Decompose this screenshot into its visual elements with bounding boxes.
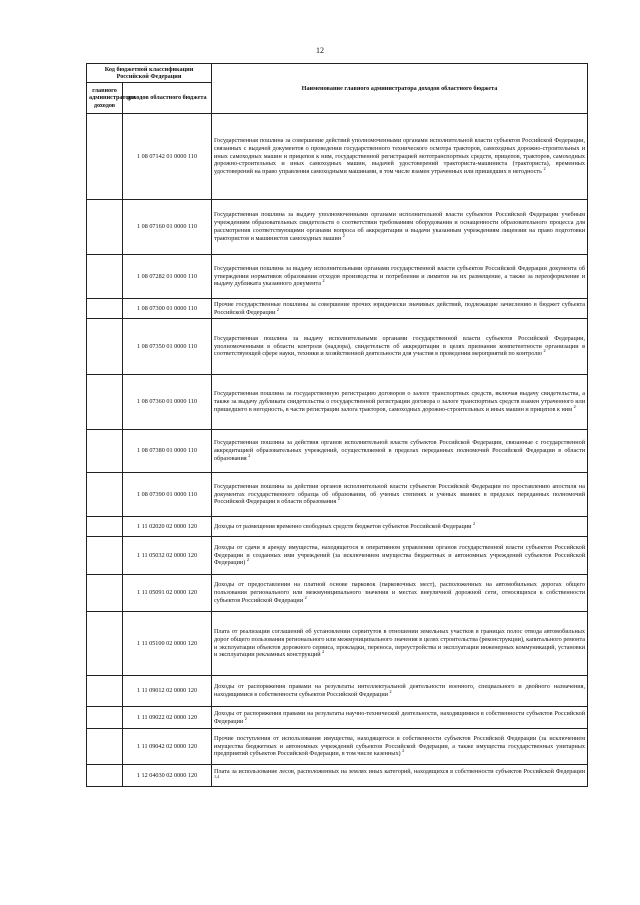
admin-code-cell xyxy=(87,765,123,787)
revenue-name-text: Плата от реализации соглашений об установлении сервитутов в отношении земельных участков в границах полос отвода автомобильных дорог общего пользования регионального или межмуниципального значения в целях строительства (реконструкции), капитального ремонта и эксплуатации объектов дорожного сервиса, прокладки, переноса, переустройства и эксплуатации инженерных коммуникаций, установки и эксплуатации рекламных конструкций xyxy=(214,627,586,659)
footnote-marker: 1,4 xyxy=(214,773,220,779)
revenue-code-cell: 1 11 02020 02 0000 120 xyxy=(123,517,212,537)
revenue-name-cell xyxy=(212,729,588,765)
revenue-code-cell: 1 11 05032 02 0000 120 xyxy=(123,537,212,575)
revenue-name-cell xyxy=(212,707,588,729)
admin-code-cell xyxy=(87,707,123,729)
revenue-name-cell xyxy=(212,200,588,255)
revenue-code-cell: 1 08 07282 01 0000 110 xyxy=(123,255,212,299)
footnote-marker: 2 xyxy=(304,594,307,600)
revenue-name-text: Доходы от предоставления на платной основе парковок (парковочных мест), расположенных на автомобильных дорогах общего пользования регионального или межмуниципального значения и местах внеуличной дорожной сети, относящихся к собственности субъектов Российской Федерации xyxy=(214,581,586,604)
footnote-marker: 2 xyxy=(244,715,247,721)
revenue-code-cell: 1 11 09012 02 0000 120 xyxy=(123,676,212,707)
revenue-name-text: Государственная пошлина за действия органов исполнительной власти субъектов Российской Федерации по проставлению апостиля на документах государственного образца об образовании, об ученых степенях и ученых званиях в пределах переданных полномочий Российской Федерации в области образования xyxy=(214,482,586,506)
admin-code-cell xyxy=(87,729,123,765)
table-row xyxy=(87,729,588,765)
page-number: 12 xyxy=(316,46,324,55)
revenue-name-cell xyxy=(212,375,588,430)
admin-code-cell xyxy=(87,255,123,299)
revenue-code-cell: 1 08 07160 01 0000 110 xyxy=(123,200,212,255)
revenue-code-cell: 1 08 07390 01 0000 110 xyxy=(123,473,212,517)
revenue-name-text: Государственная пошлина за выдачу уполномоченными органами исполнительной власти субъектов Российской Федерации учебным учреждениям образовательных свидетельств о соответствии требованиям оборудования и оснащенности образовательного процесса для рассмотрения соответствующими органами вопроса об аккредитации и выдачи указанным учреждениям лицензии на право подготовки трактористов и машинистов самоходных машин xyxy=(214,211,586,242)
footnote-marker: 2 xyxy=(543,348,546,354)
revenue-name-text: Доходы от сдачи в аренду имущества, находящегося в оперативном управлении органов государственной власти субъектов Российской Федерации и созданных ими учреждений (за исключением имущества бюджетных и автономных учреждений субъектов Российской Федерации) xyxy=(214,543,586,567)
revenue-name-text: Государственная пошлина за выдачу исполнительными органами государственной власти субъектов Российской Федерации, уполномоченными в области контроля (надзора), свидетельств об аккредитации в целях признания компетентности организации в соответствующей сфере науки, техники и хозяйственной деятельности для участия в проведении мероприятий по контролю xyxy=(214,334,586,358)
revenue-name-cell xyxy=(212,430,588,473)
revenue-name-cell xyxy=(212,517,588,537)
revenue-name-cell xyxy=(212,676,588,707)
revenue-table xyxy=(86,63,588,787)
footnote-marker: 2 xyxy=(322,649,325,655)
admin-code-cell xyxy=(87,375,123,430)
revenue-name-cell xyxy=(212,537,588,575)
revenue-name-cell xyxy=(212,473,588,517)
revenue-code-cell: 1 11 09042 02 0000 120 xyxy=(123,729,212,765)
revenue-name-text: Государственная пошлина за государственную регистрацию договоров о залоге транспортных средств, включая выдачу свидетельства, а также за выдачу дубликата свидетельства о государственной регистрации договора о залоге транспортных средств взамен утраченного или пришедшего в негодность, в части регистрации залога тракторов, самоходных дорожно-строительных и иных машин и прицепов к ним xyxy=(214,390,586,413)
footnote-marker: 2 xyxy=(342,232,345,238)
footnote-marker: 2 xyxy=(322,278,325,284)
revenue-code-cell: 1 08 07300 01 0000 110 xyxy=(123,299,212,319)
footnote-marker: 2 xyxy=(276,306,279,312)
revenue-code-cell: 1 08 07142 01 0000 110 xyxy=(123,114,212,200)
footnote-marker: 2 xyxy=(246,557,249,563)
admin-code-cell xyxy=(87,537,123,575)
revenue-name-text: Государственная пошлина за совершение действий уполномоченными органами исполнительной власти субъектов Российской Федерации, связанных с выдачей документов о проведении государственного технического осмотра тракторов, самоходных дорожно-строительных и иных самоходных машин и прицепов к ним, государственной регистрацией мототранспортных средств, прицепов, тракторов, самоходных дорожно-строительных и иных самоходных машин, выдачей удостоверений тракториста-машиниста (тракториста), временных удостоверений на право управления самоходными машинами, в том числе взамен утраченных или пришедших в негодность xyxy=(214,136,586,176)
footnote-marker: 2 xyxy=(573,403,576,409)
footnote-marker: 2 xyxy=(543,166,546,172)
revenue-name-cell xyxy=(212,299,588,319)
table-row xyxy=(87,255,588,299)
admin-code-cell xyxy=(87,430,123,473)
revenue-name-text: Государственная пошлина за действия органов исполнительной власти субъектов Российской Федерации, связанные с государственной аккредитацией образовательных учреждений, осуществляемой в пределах переданных полномочий Российской Федерации в области образования xyxy=(214,439,586,462)
admin-code-cell xyxy=(87,319,123,375)
revenue-code-cell: 1 08 07360 01 0000 110 xyxy=(123,375,212,430)
revenue-name-cell xyxy=(212,114,588,200)
header-name: Наименование главного администратора доходов областного бюджета xyxy=(212,64,588,114)
table-row xyxy=(87,200,588,255)
revenue-name-cell xyxy=(212,765,588,787)
table-row xyxy=(87,375,588,430)
revenue-name-text: Государственная пошлина за выдачу исполнительными органами государственной власти субъектов Российской Федерации документа об утверждении нормативов образования отходов производства и потребления и лимитов на их размещение, а также за переоформление и выдачу дубликата указанного документа xyxy=(214,264,586,288)
revenue-code-cell: 1 08 07350 01 0000 110 xyxy=(123,319,212,375)
table-row xyxy=(87,517,588,537)
admin-code-cell xyxy=(87,299,123,319)
revenue-name-cell xyxy=(212,575,588,612)
table-row xyxy=(87,114,588,200)
revenue-name-cell xyxy=(212,255,588,299)
revenue-code-cell: 1 11 05091 02 0000 120 xyxy=(123,575,212,612)
table-body xyxy=(87,114,588,787)
revenue-name-text: Доходы от размещения временно свободных средств бюджетов субъектов Российской Федерации xyxy=(214,522,472,530)
table-row xyxy=(87,707,588,729)
revenue-code-cell: 1 11 09022 02 0000 120 xyxy=(123,707,212,729)
revenue-name-text: Доходы от распоряжения правами на результаты научно-технической деятельности, находящимися в собственности субъектов Российской Федерации xyxy=(214,709,586,725)
revenue-code-cell: 1 12 04030 02 0000 120 xyxy=(123,765,212,787)
revenue-code-cell: 1 08 07380 01 0000 110 xyxy=(123,430,212,473)
table-row xyxy=(87,575,588,612)
footnote-marker: 2 xyxy=(248,452,251,458)
revenue-name-text: Прочие поступления от использования имущества, находящегося в собственности субъектов Российской Федерации (за исключением имущества бюджетных и автономных учреждений субъектов Российской Федерации, а также имущества государственных унитарных предприятий субъектов Российской Федерации, в том числе казенных) xyxy=(214,734,586,758)
admin-code-cell xyxy=(87,517,123,537)
table-row xyxy=(87,473,588,517)
admin-code-cell xyxy=(87,676,123,707)
footnote-marker: 2 xyxy=(473,520,476,526)
header-kbk: Код бюджетной классификации Российской Федерации xyxy=(87,64,212,83)
admin-code-cell xyxy=(87,114,123,200)
header-admin: главного администратора доходов xyxy=(87,83,123,114)
revenue-name-cell xyxy=(212,319,588,375)
revenue-name-text: Прочие государственные пошлины за совершение прочих юридически значимых действий, подлежащие зачислению в бюджет субъекта Российской Федерации xyxy=(214,300,586,316)
table-row xyxy=(87,319,588,375)
footnote-marker: 2 xyxy=(402,748,405,754)
revenue-code-cell: 1 11 05100 02 0000 120 xyxy=(123,612,212,676)
header-revenue: доходов областного бюджета xyxy=(123,83,212,114)
table-row xyxy=(87,612,588,676)
table-row xyxy=(87,676,588,707)
footnote-marker: 2 xyxy=(337,496,340,502)
revenue-name-text: Доходы от распоряжения правами на результаты интеллектуальной деятельности военного, специального и двойного назначения, находящимися в собственности субъектов Российской Федерации xyxy=(214,683,586,698)
footnote-marker: 2 xyxy=(389,688,392,694)
revenue-name-text: Плата за использование лесов, расположенных на землях иных категорий, находящихся в собственности субъектов Российской Федерации xyxy=(214,767,586,775)
admin-code-cell xyxy=(87,575,123,612)
admin-code-cell xyxy=(87,612,123,676)
table-row xyxy=(87,765,588,787)
table-row xyxy=(87,299,588,319)
revenue-name-cell xyxy=(212,612,588,676)
admin-code-cell xyxy=(87,473,123,517)
admin-code-cell xyxy=(87,200,123,255)
table-row xyxy=(87,537,588,575)
table-row xyxy=(87,430,588,473)
